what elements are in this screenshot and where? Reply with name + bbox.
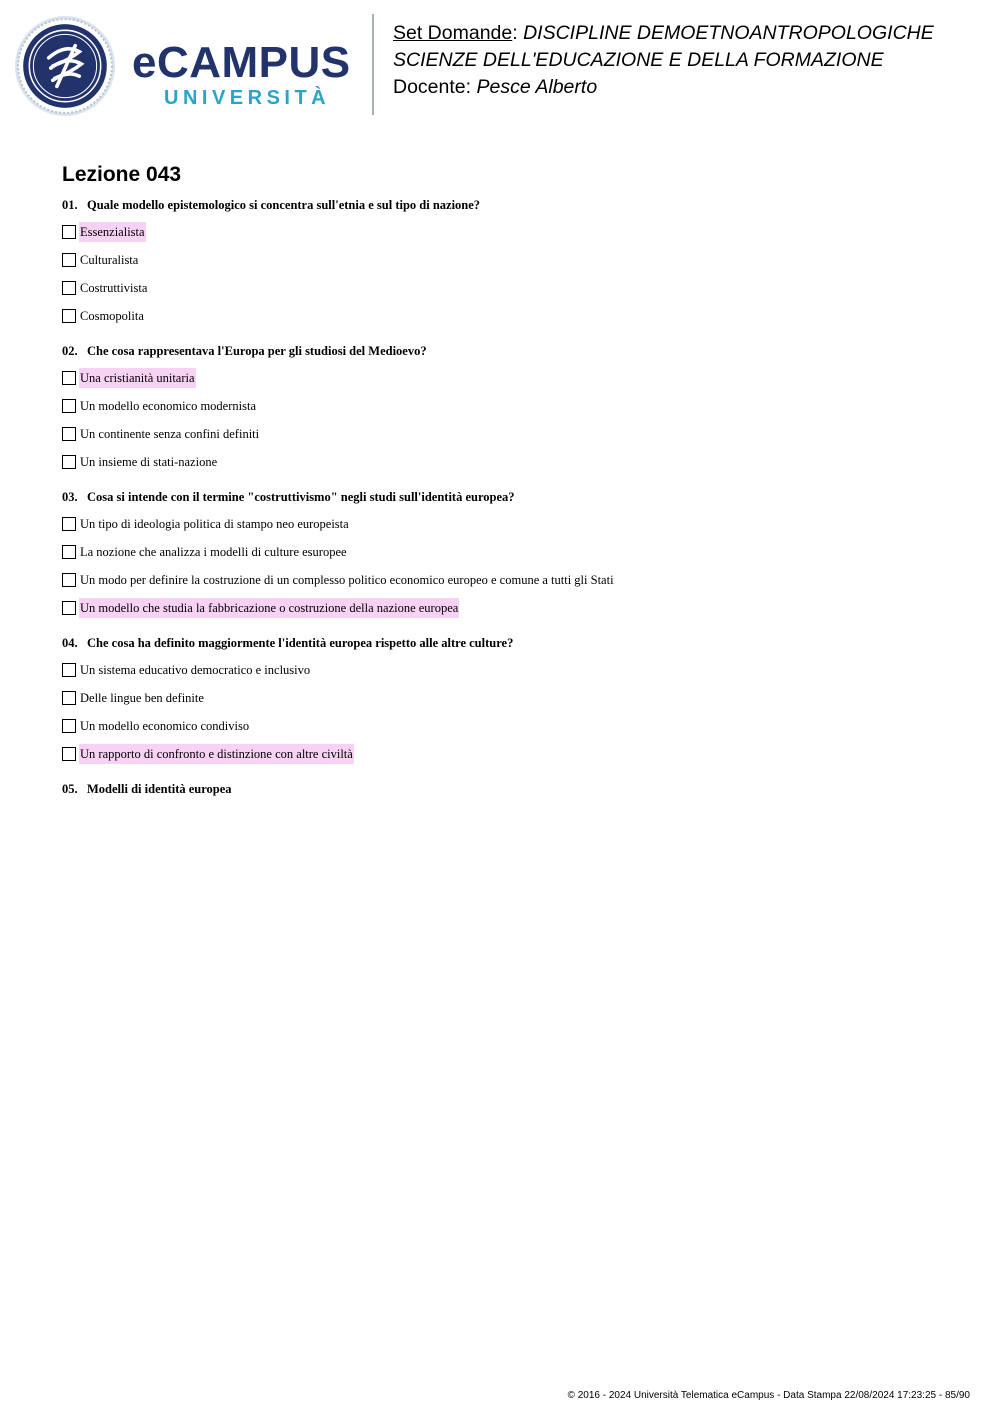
- teacher-name: Pesce Alberto: [476, 76, 598, 98]
- answer-text: Un sistema educativo democratico e inclusivo: [80, 662, 311, 677]
- answer-text: Un modello economico condiviso: [80, 718, 250, 733]
- answer-text: La nozione che analizza i modelli di culture esuropee: [80, 544, 347, 559]
- answer-text-correct: Essenzialista: [79, 222, 146, 242]
- answer-checkbox[interactable]: [62, 399, 76, 413]
- answer-option[interactable]: [62, 423, 962, 444]
- brand-name: eCAMPUS: [132, 38, 351, 87]
- answer-checkbox[interactable]: [62, 281, 76, 295]
- answer-text-correct: Un rapporto di confronto e distinzione con altre civiltà: [79, 744, 354, 764]
- answer-text-correct: Un modello che studia la fabbricazione o costruzione della nazione europea: [79, 598, 459, 618]
- answer-option[interactable]: [62, 221, 962, 242]
- question-text: [62, 342, 962, 360]
- answer-text: Un insieme di stati-nazione: [80, 454, 218, 469]
- question-text: [62, 196, 962, 214]
- answer-checkbox[interactable]: [62, 427, 76, 441]
- question-block: [62, 488, 962, 618]
- answer-option[interactable]: [62, 569, 962, 590]
- answer-option[interactable]: [62, 305, 962, 326]
- answer-checkbox[interactable]: [62, 573, 76, 587]
- question-number: 02.: [62, 344, 78, 358]
- answer-checkbox[interactable]: [62, 691, 76, 705]
- page-footer: © 2016 - 2024 Università Telematica eCampus - Data Stampa 22/08/2024 17:23:25 - 85/90: [567, 1390, 970, 1401]
- answer-checkbox[interactable]: [62, 253, 76, 267]
- answer-text: Culturalista: [80, 252, 139, 267]
- question-label: Che cosa ha definito maggiormente l'identità europea rispetto alle altre culture?: [87, 636, 514, 650]
- answer-option[interactable]: [62, 659, 962, 680]
- answer-text: Costruttivista: [80, 280, 148, 295]
- lesson-content: [62, 160, 962, 814]
- answer-checkbox[interactable]: [62, 225, 76, 239]
- question-label: Modelli di identità europea: [87, 782, 232, 796]
- answer-text: Cosmopolita: [80, 308, 144, 323]
- question-number: 01.: [62, 198, 78, 212]
- answer-checkbox[interactable]: [62, 455, 76, 469]
- set-label: Set Domande: [393, 22, 513, 44]
- teacher-label: Docente: [393, 76, 466, 98]
- question-block: [62, 342, 962, 472]
- question-text: [62, 488, 962, 506]
- answer-checkbox[interactable]: [62, 545, 76, 559]
- question-block: [62, 196, 962, 326]
- set-subtitle: SCIENZE DELL'EDUCAZIONE E DELLA FORMAZIONE: [393, 49, 884, 71]
- question-text: [62, 634, 962, 652]
- page-header: [0, 0, 1000, 130]
- answer-checkbox[interactable]: [62, 371, 76, 385]
- answer-option[interactable]: [62, 743, 962, 764]
- answer-text: Un tipo di ideologia politica di stampo neo europeista: [80, 516, 349, 531]
- question-label: Cosa si intende con il termine "costruttivismo" negli studi sull'identità europea?: [87, 490, 515, 504]
- answer-option[interactable]: [62, 277, 962, 298]
- lesson-title: Lezione 043: [62, 163, 182, 186]
- answer-option[interactable]: [62, 513, 962, 534]
- ecampus-seal-icon: [14, 15, 116, 117]
- answer-option[interactable]: [62, 395, 962, 416]
- answer-option[interactable]: [62, 451, 962, 472]
- answer-checkbox[interactable]: [62, 517, 76, 531]
- answer-text: Un modo per definire la costruzione di un complesso politico economico europeo e comune a tutti gli Stati: [80, 572, 614, 587]
- question-number: 05.: [62, 782, 78, 796]
- answer-text-correct: Una cristianità unitaria: [79, 368, 196, 388]
- answer-text: Delle lingue ben definite: [80, 690, 204, 705]
- question-list: [62, 196, 962, 798]
- teacher-line: Docente: Pesce Alberto: [393, 76, 598, 98]
- question-number: 04.: [62, 636, 78, 650]
- set-title-line1: Set Domande: DISCIPLINE DEMOETNOANTROPOLOGICHE: [393, 22, 934, 44]
- question-label: Che cosa rappresentava l'Europa per gli studiosi del Medioevo?: [87, 344, 427, 358]
- answer-checkbox[interactable]: [62, 747, 76, 761]
- answer-option[interactable]: [62, 687, 962, 708]
- brand-subtitle: UNIVERSITÀ: [164, 87, 331, 109]
- question-label: Quale modello epistemologico si concentra sull'etnia e sul tipo di nazione?: [87, 198, 481, 212]
- header-divider: [372, 14, 374, 115]
- answer-checkbox[interactable]: [62, 719, 76, 733]
- question-block: [62, 780, 962, 798]
- question-block: [62, 634, 962, 764]
- question-text: [62, 780, 962, 798]
- answer-checkbox[interactable]: [62, 601, 76, 615]
- question-number: 03.: [62, 490, 78, 504]
- answer-option[interactable]: [62, 597, 962, 618]
- answer-option[interactable]: [62, 715, 962, 736]
- answer-checkbox[interactable]: [62, 663, 76, 677]
- set-title-line2: [393, 47, 934, 74]
- answer-text: Un continente senza confini definiti: [80, 426, 260, 441]
- set-info: [393, 20, 934, 101]
- set-title: DISCIPLINE DEMOETNOANTROPOLOGICHE: [523, 22, 934, 44]
- answer-checkbox[interactable]: [62, 309, 76, 323]
- answer-option[interactable]: [62, 367, 962, 388]
- answer-text: Un modello economico modernista: [80, 398, 257, 413]
- answer-option[interactable]: [62, 249, 962, 270]
- brand-logo: [132, 38, 357, 113]
- answer-option[interactable]: [62, 541, 962, 562]
